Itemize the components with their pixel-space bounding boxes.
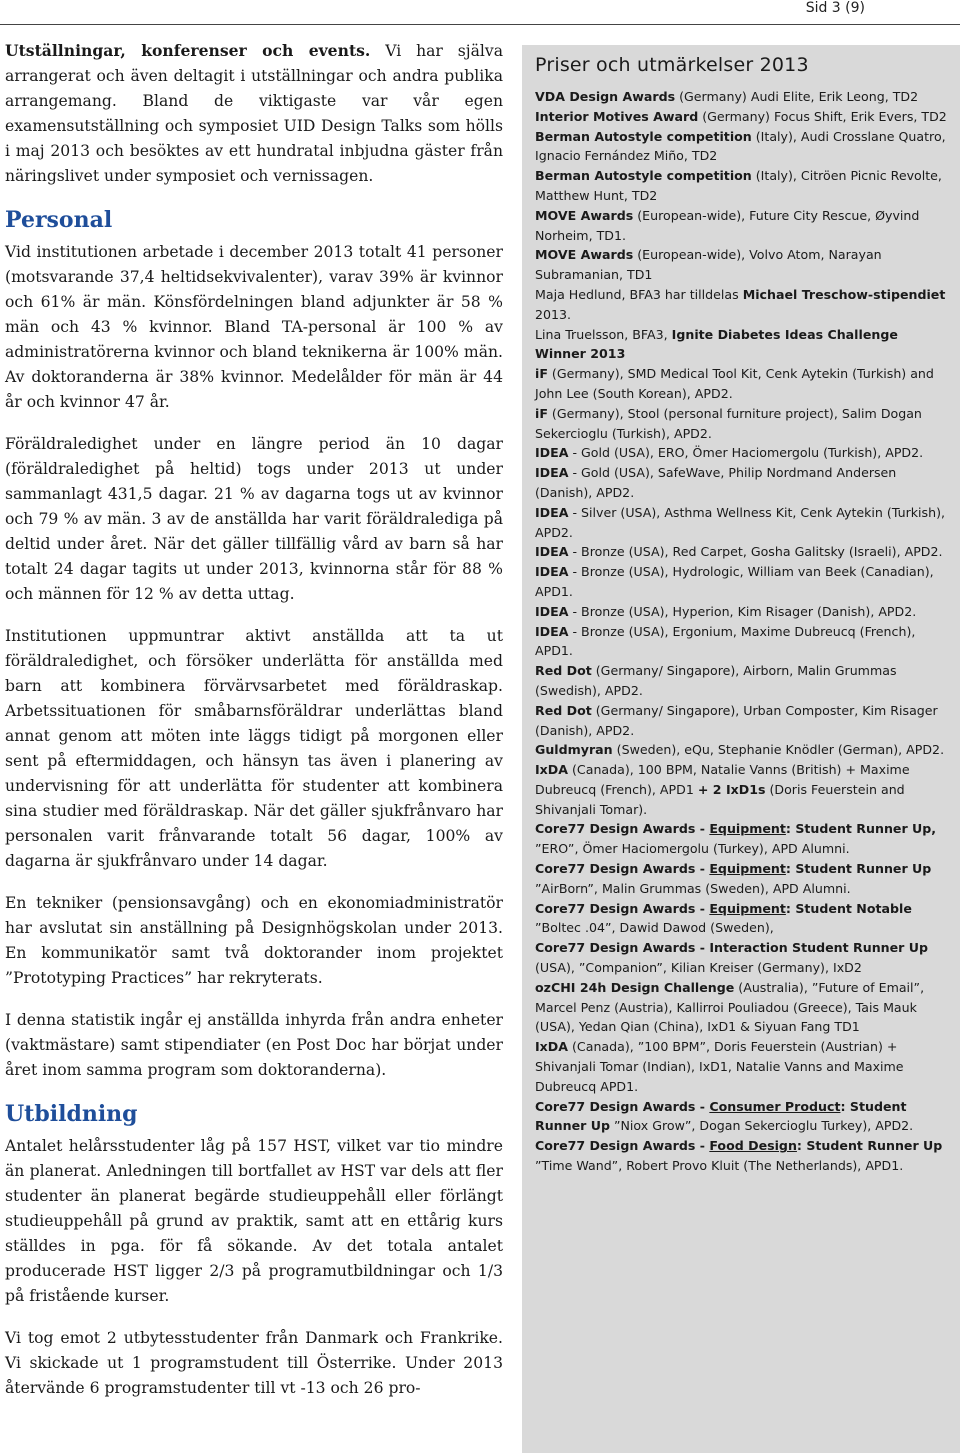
award-name: Core77 Design Awards - Interaction Student Runner Up: [535, 940, 929, 956]
award-item: [535, 1136, 952, 1176]
award-name: IDEA: [535, 623, 569, 639]
award-name: Core77 Design Awards -: [535, 1098, 710, 1114]
award-details: (Germany/ Singapore), Urban Composter, Kim Risager (Danish), APD2.: [535, 702, 938, 738]
award-name: IxDA: [535, 762, 569, 778]
award-item: [535, 859, 952, 899]
award-level: : Student Notable: [785, 900, 912, 916]
award-category: Equipment: [709, 900, 786, 916]
header-rule: [0, 24, 960, 25]
award-details: ”Boltec .04”, Dawid Dawod (Sweden),: [535, 920, 774, 936]
award-name: Core77 Design Awards -: [535, 821, 710, 837]
award-name: Ignite Diabetes Ideas Challenge Winner 2013: [535, 326, 898, 362]
paragraph-events: [5, 38, 503, 189]
award-prefix: Maja Hedlund, BFA3 har tilldelas: [535, 286, 743, 302]
paragraph-exchange: Vi tog emot 2 utbytesstudenter från Danmark och Frankrike. Vi skickade ut 1 programstudent till Österrike. Under 2013 återvände 6 programstudenter till vt -13 och 26 pro-: [5, 1329, 503, 1397]
award-name: VDA Design Awards: [535, 89, 676, 104]
award-details: - Bronze (USA), Hyperion, Kim Risager (Danish), APD2.: [568, 603, 917, 619]
award-details: (Canada), ”100 BPM”, Doris Feuerstein (Austrian) + Shivanjali Tomar (Indian), IxD1, Natalie Vanns and Maxime Dubreucq APD1.: [535, 1039, 904, 1094]
paragraph-statistics-note: I denna statistik ingår ej anställda inhyrda från andra enheter (vaktmästare) samt stipendiater (en Post Doc har börjat under året inom samma program som doktoranderna).: [5, 1011, 503, 1079]
awards-list: [535, 87, 952, 1176]
award-item: [535, 622, 952, 662]
awards-title: Priser och utmärkelser 2013: [535, 54, 809, 76]
award-name: iF: [535, 405, 548, 421]
award-details: - Gold (USA), SafeWave, Philip Nordmand Andersen (Danish), APD2.: [535, 465, 897, 500]
award-details: (Germany/ Singapore), Airborn, Malin Grummas (Swedish), APD2.: [535, 663, 897, 698]
award-item: [535, 819, 952, 859]
heading-personal: Personal: [5, 207, 113, 233]
award-item: [535, 740, 952, 760]
award-details: (Germany) Focus Shift, Erik Evers, TD2: [698, 108, 947, 124]
award-level: : Student Runner Up,: [785, 821, 937, 837]
award-item: [535, 1037, 952, 1096]
award-details: (European-wide), Volvo Atom, Narayan Subramanian, TD1: [535, 247, 882, 283]
award-name: IDEA: [535, 564, 569, 580]
award-details: (Germany), SMD Medical Tool Kit, Cenk Aytekin (Turkish) and John Lee (South Korean), APD2.: [535, 366, 934, 401]
award-name: Interior Motives Award: [535, 108, 699, 124]
award-details: - Bronze (USA), Hydrologic, William van Beek (Canadian), APD1.: [535, 564, 934, 599]
award-item: [535, 503, 952, 543]
award-item: [535, 899, 952, 939]
award-level: : Student Runner Up: [796, 1138, 943, 1154]
award-details: ”Time Wand”, Robert Provo Kluit (The Netherlands), APD1.: [535, 1158, 904, 1174]
award-name: Guldmyran: [535, 742, 613, 758]
award-details: (USA), ”Companion”, Kilian Kreiser (Germany), IxD2: [535, 960, 862, 976]
award-level: : Student Runner Up: [785, 861, 932, 877]
award-item: [535, 938, 952, 978]
award-details: (Germany) Audi Elite, Erik Leong, TD2: [675, 89, 919, 104]
award-item: [535, 285, 952, 325]
award-item: [535, 701, 952, 741]
award-name: IDEA: [535, 603, 569, 619]
award-item: [535, 760, 952, 819]
award-item: [535, 542, 952, 562]
award-details: - Bronze (USA), Ergonium, Maxime Dubreucq (French), APD1.: [535, 623, 916, 659]
award-name: Red Dot: [535, 702, 592, 718]
award-item: [535, 206, 952, 246]
award-details: (Germany), Stool (personal furniture project), Salim Dogan Sekercioglu (Turkish), APD2.: [535, 405, 922, 441]
award-name: IDEA: [535, 544, 569, 560]
award-extra: + 2 IxD1s: [697, 781, 766, 797]
award-item: [535, 978, 952, 1037]
award-category: Equipment: [709, 861, 786, 877]
award-name: Berman Autostyle competition: [535, 168, 752, 184]
award-name: ozCHI 24h Design Challenge: [535, 979, 735, 995]
award-item: [535, 1097, 952, 1137]
award-name: Core77 Design Awards -: [535, 861, 710, 877]
award-name: Berman Autostyle competition: [535, 128, 752, 144]
award-name: Core77 Design Awards -: [535, 900, 710, 916]
main-column: [5, 38, 503, 1418]
award-item: [535, 661, 952, 701]
award-item: [535, 87, 952, 107]
award-details: ”Niox Grow”, Dogan Sekercioglu Turkey), APD2.: [609, 1118, 914, 1134]
award-item: [535, 325, 952, 365]
award-item: [535, 166, 952, 206]
award-prefix: Lina Truelsson, BFA3,: [535, 326, 672, 342]
award-name: MOVE Awards: [535, 247, 634, 263]
award-name: Michael Treschow-stipendiet: [742, 286, 946, 302]
award-details: (Italy), Audi Crosslane Quatro, Ignacio Fernández Miño, TD2: [535, 128, 946, 164]
award-category: Consumer Product: [709, 1098, 841, 1114]
award-item: [535, 602, 952, 622]
award-level: : Student Runner Up: [535, 1098, 907, 1134]
award-name: iF: [535, 366, 548, 382]
heading-utbildning: Utbildning: [5, 1101, 138, 1127]
award-name: IDEA: [535, 504, 569, 520]
award-item: [535, 443, 952, 463]
award-details: (Italy), Citröen Picnic Revolte, Matthew Hunt, TD2: [535, 168, 942, 203]
award-details: 2013.: [535, 306, 572, 322]
award-name: IDEA: [535, 465, 569, 481]
award-details: (Canada), 100 BPM, Natalie Vanns (British) + Maxime Dubreucq (French), APD1: [535, 762, 910, 797]
events-text: Vi har själva arrangerat och även deltagit i utställningar och andra publika arrangemang. Bland de viktigaste var vår egen examensutställning och symposiet UID Design Talks som hölls i maj 2013 och besöktes av ett hundratal inbjudna gäster från näringslivet under symposiet och vernissagen.: [5, 42, 503, 185]
award-details: (Australia), ”Future of Email”, Marcel Penz (Austria), Kallirroi Pouliadou (Greece), Tais Mauk (USA), Yedan Qian (China), IxD1 & Siyuan Fang TD1: [535, 979, 925, 1035]
award-details: ”AirBorn”, Malin Grummas (Sweden), APD Alumni.: [535, 880, 851, 896]
paragraph-hst: Antalet helårsstudenter låg på 157 HST, vilket var tio mindre än planerat. Anledningen till bortfallet av HST var dels att fler studenter än planerat begärde studieuppehåll eller förlängt studieuppehåll på grund av praktik, samt att en ettårig kurs ställdes in pga. för få sökande. Av det totala antalet producerade HST ligger 2/3 på programutbildningar och 1/3 på fristående kurser.: [5, 1137, 503, 1305]
award-item: [535, 107, 952, 127]
award-details: - Bronze (USA), Red Carpet, Gosha Galitsky (Israeli), APD2.: [568, 544, 943, 560]
award-name: IxDA: [535, 1039, 569, 1055]
award-item: [535, 364, 952, 404]
award-details: ”ERO”, Ömer Haciomergolu (Turkey), APD Alumni.: [535, 841, 850, 857]
award-name: Red Dot: [535, 663, 592, 679]
award-item: [535, 463, 952, 503]
page-number: Sid 3 (9): [805, 0, 865, 16]
award-item: [535, 127, 952, 167]
award-details: (Sweden), eQu, Stephanie Knödler (German), APD2.: [612, 742, 945, 758]
award-item: [535, 404, 952, 444]
paragraph-staff-changes: En tekniker (pensionsavgång) och en ekonomiadministratör har avslutat sin anställning på Designhögskolan under 2013. En kommunikatör samt två doktorander inom projektet ”Prototyping Practices” har rekryterats.: [5, 894, 503, 987]
paragraph-parental-support: Institutionen uppmuntrar aktivt anställda att ta ut föräldraledighet, och försöker underlätta för anställda med barn att kombinera förvärvsarbetet med föräldraskap. Arbetssituationen för småbarnsföräldrar underlättas bland annat genom att möten inte läggs tidigt på morgonen eller sent på eftermiddagen, och hänsyn tas även i planering av undervisning för att underlätta för studenter att kombinera sina studier med föräldraskap. När det gäller sjukfrånvaro har personalen varit frånvarande totalt 56 dagar, 100% av dagarna är sjukfrånvaro under 14 dagar.: [5, 627, 503, 870]
award-name: IDEA: [535, 445, 569, 461]
award-name: Core77 Design Awards -: [535, 1138, 710, 1154]
paragraph-personal-stats: Vid institutionen arbetade i december 2013 totalt 41 personer (motsvarande 37,4 heltidsekvivalenter), varav 39% är kvinnor och 61% är män. Könsfördelningen bland adjunkter är 58 % män och 43 % kvinnor. Bland TA-personal är 100 % av administratörerna kvinnor och bland teknikerna är 100% män. Av doktoranderna är 38% kvinnor. Medelålder för män är 44 år och kvinnor 47 år.: [5, 243, 503, 411]
events-heading: Utställningar, konferenser och events.: [5, 41, 371, 60]
award-details: - Gold (USA), ERO, Ömer Haciomergolu (Turkish), APD2.: [568, 445, 924, 461]
award-item: [535, 245, 952, 285]
award-extra-details: (Doris Feuerstein and Shivanjali Tomar).: [535, 781, 905, 817]
award-item: [535, 562, 952, 602]
award-category: Equipment: [709, 821, 786, 837]
paragraph-parental-leave: Föräldraledighet under en längre period än 10 dagar (föräldraledighet på heltid) togs under 2013 ut under sammanlagt 431,5 dagar. 21 % av dagarna togs ut av kvinnor och 79 % av män. 3 av de anställda har varit föräldralediga på deltid under året. När det gäller tillfällig vård av barn så har totalt 24 dagar tagits ut under 2013, kvinnorna står för 88 % och männen för 12 % av detta uttag.: [5, 435, 503, 603]
award-details: (European-wide), Future City Rescue, Øyvind Norheim, TD1.: [535, 207, 920, 243]
awards-box: [522, 45, 960, 1453]
award-name: MOVE Awards: [535, 207, 634, 223]
award-details: - Silver (USA), Asthma Wellness Kit, Cenk Aytekin (Turkish), APD2.: [535, 504, 946, 540]
award-category: Food Design: [709, 1138, 797, 1154]
